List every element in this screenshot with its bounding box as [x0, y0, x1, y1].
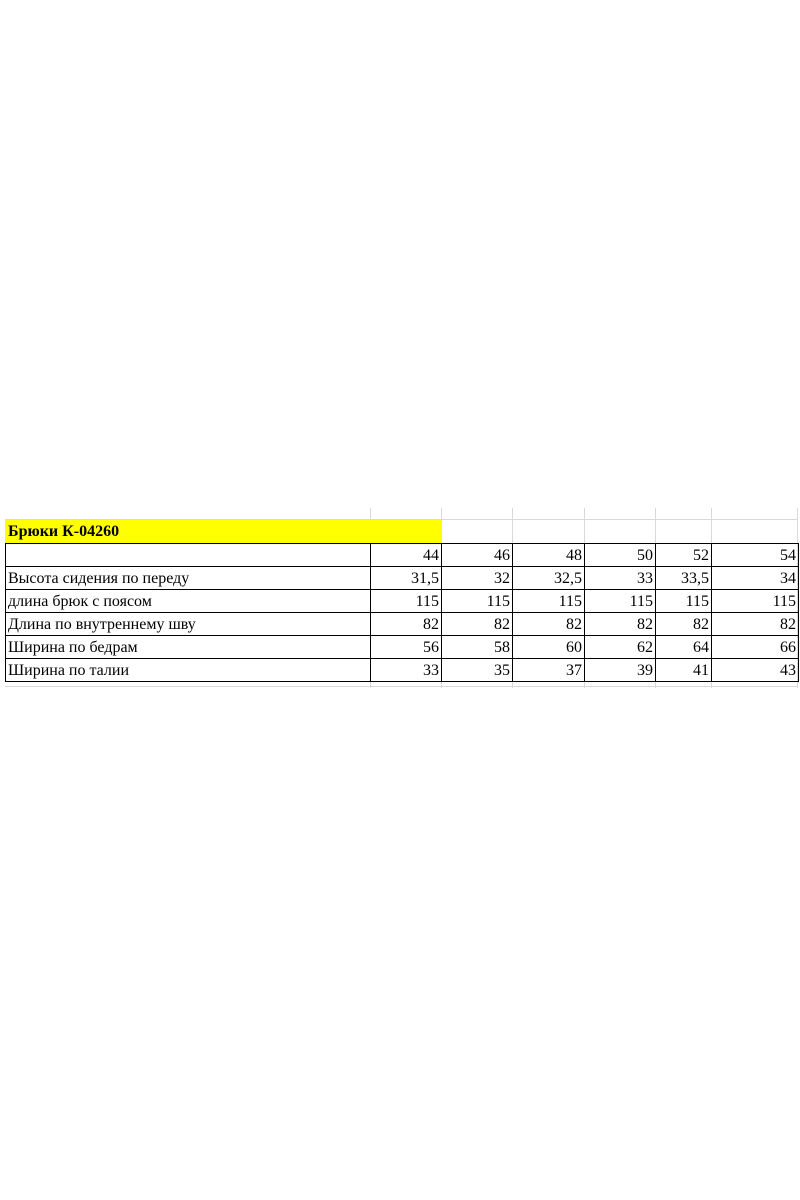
gridline [5, 686, 798, 687]
empty-header-cell[interactable] [6, 544, 371, 567]
value-cell[interactable]: 43 [712, 659, 799, 682]
table-row [6, 567, 799, 590]
table-row [6, 659, 799, 682]
value-cell[interactable]: 115 [585, 590, 656, 613]
value-cell[interactable]: 39 [585, 659, 656, 682]
value-cell[interactable]: 82 [656, 613, 712, 636]
value-cell[interactable]: 32,5 [513, 567, 585, 590]
value-cell[interactable]: 33 [585, 567, 656, 590]
value-cell[interactable]: 62 [585, 636, 656, 659]
measurement-label-cell[interactable]: Высота сидения по переду [6, 567, 371, 590]
size-cell[interactable]: 54 [712, 544, 799, 567]
size-cell[interactable]: 44 [371, 544, 442, 567]
table-row [6, 636, 799, 659]
value-cell[interactable]: 82 [585, 613, 656, 636]
value-cell[interactable]: 35 [442, 659, 513, 682]
value-cell[interactable]: 115 [371, 590, 442, 613]
size-chart-table [5, 543, 799, 682]
size-cell[interactable]: 46 [442, 544, 513, 567]
value-cell[interactable]: 115 [513, 590, 585, 613]
measurement-label-cell[interactable]: Ширина по бедрам [6, 636, 371, 659]
size-cell[interactable]: 50 [585, 544, 656, 567]
measurement-label-cell[interactable]: Длина по внутреннему шву [6, 613, 371, 636]
value-cell[interactable]: 82 [371, 613, 442, 636]
value-cell[interactable]: 115 [442, 590, 513, 613]
value-cell[interactable]: 31,5 [371, 567, 442, 590]
value-cell[interactable]: 58 [442, 636, 513, 659]
value-cell[interactable]: 33 [371, 659, 442, 682]
value-cell[interactable]: 56 [371, 636, 442, 659]
value-cell[interactable]: 64 [656, 636, 712, 659]
size-header-row [6, 544, 799, 567]
value-cell[interactable]: 60 [513, 636, 585, 659]
value-cell[interactable]: 82 [442, 613, 513, 636]
measurement-label-cell[interactable]: Ширина по талии [6, 659, 371, 682]
value-cell[interactable]: 34 [712, 567, 799, 590]
value-cell[interactable]: 82 [513, 613, 585, 636]
value-cell[interactable]: 115 [656, 590, 712, 613]
size-cell[interactable]: 48 [513, 544, 585, 567]
value-cell[interactable]: 66 [712, 636, 799, 659]
value-cell[interactable]: 41 [656, 659, 712, 682]
value-cell[interactable]: 33,5 [656, 567, 712, 590]
size-cell[interactable]: 52 [656, 544, 712, 567]
measurement-label-cell[interactable]: длина брюк с поясом [6, 590, 371, 613]
value-cell[interactable]: 82 [712, 613, 799, 636]
value-cell[interactable]: 37 [513, 659, 585, 682]
value-cell[interactable]: 32 [442, 567, 513, 590]
table-row [6, 590, 799, 613]
value-cell[interactable]: 115 [712, 590, 799, 613]
table-row [6, 613, 799, 636]
product-title-cell[interactable]: Брюки К-04260 [5, 520, 442, 543]
